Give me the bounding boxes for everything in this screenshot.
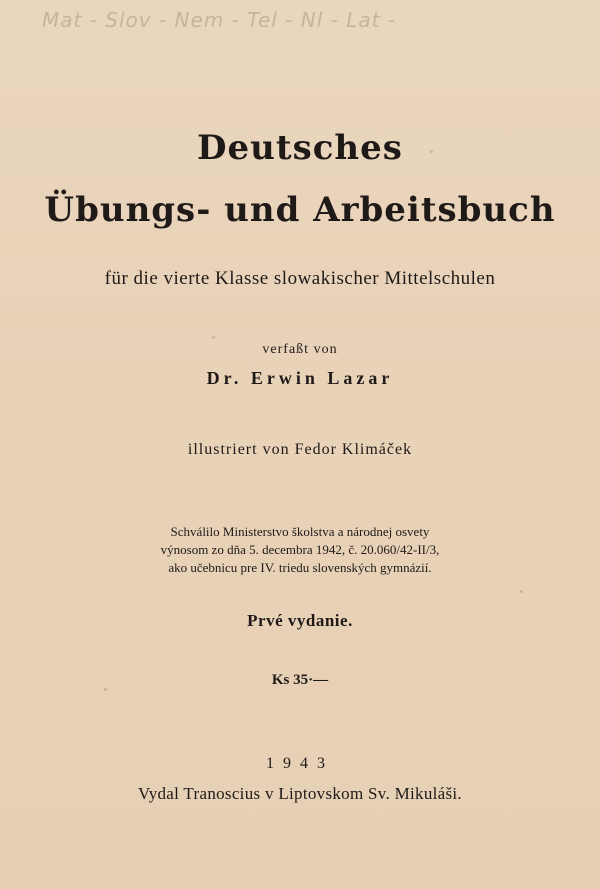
paper-speck (212, 336, 215, 339)
handwritten-note: Mat - Slov - Nem - Tel - Nl - Lat - (42, 8, 397, 32)
edition-label: Prvé vydanie. (247, 611, 353, 630)
book-subtitle: für die vierte Klasse slowakischer Mittelschulen (104, 268, 496, 289)
illustrator-credit: illustriert von Fedor Klimáček (187, 441, 413, 458)
price-label: Ks 35·— (271, 672, 329, 688)
approval-line-2: výnosom zo dňa 5. decembra 1942, č. 20.060/42-II/3, (160, 542, 440, 557)
publisher-line: Vydal Tranoscius v Liptovskom Sv. Mikuláši. (138, 784, 462, 803)
author-name: Dr. Erwin Lazar (206, 368, 394, 388)
paper-speck (430, 150, 433, 153)
publication-year: 1943 (266, 755, 334, 772)
book-title-line-1: Deutsches (197, 128, 403, 168)
authored-by-label: verfaßt von (262, 342, 338, 357)
approval-notice (0, 523, 600, 577)
paper-speck (520, 590, 523, 593)
approval-line-1: Schválilo Ministerstvo školstva a národnej osvety (170, 524, 430, 539)
paper-speck (104, 688, 107, 691)
book-title-line-2: Übungs- und Arbeitsbuch (44, 190, 556, 230)
approval-line-3: ako učebnicu pre IV. triedu slovenských gymnázií. (168, 560, 432, 575)
